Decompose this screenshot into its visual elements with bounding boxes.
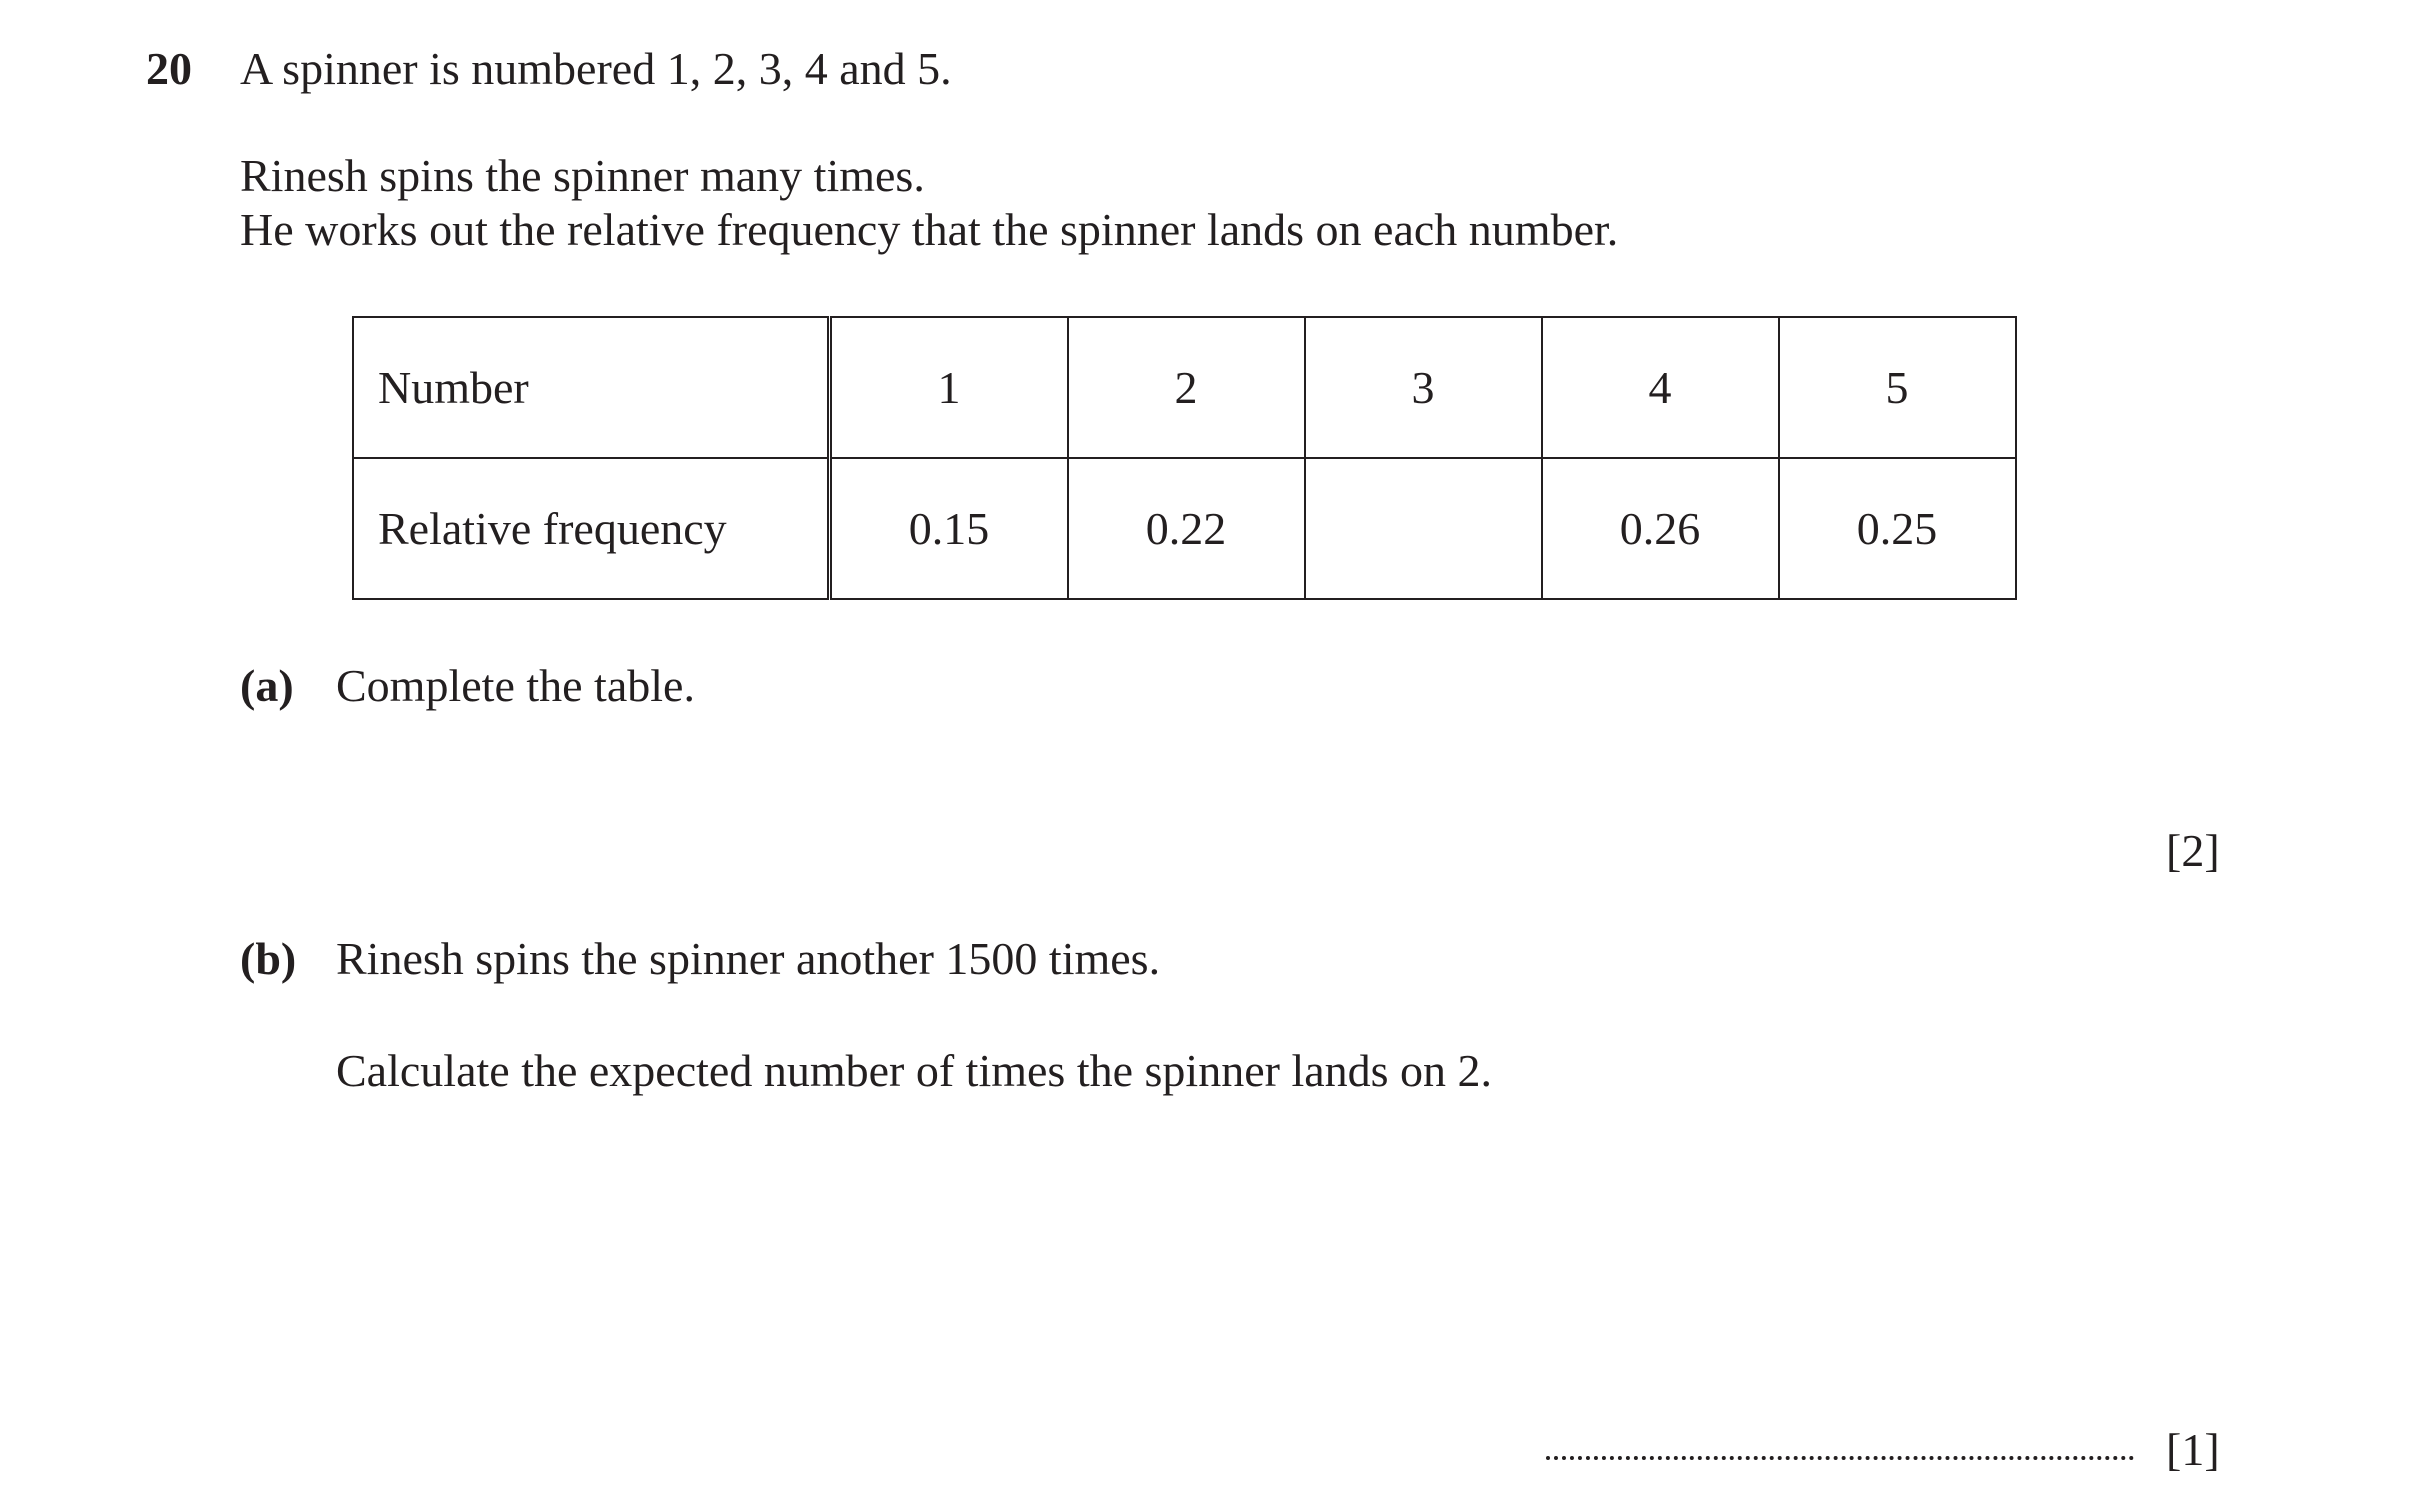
- number-cell: 4: [1542, 317, 1779, 458]
- question-line-2: Rinesh spins the spinner many times.: [240, 150, 925, 201]
- question-line-3: He works out the relative frequency that the spinner lands on each number.: [240, 204, 1619, 255]
- number-cell: 5: [1779, 317, 2016, 458]
- table-row-number: [353, 317, 2016, 458]
- row-header-number: Number: [353, 317, 829, 458]
- number-cell: 2: [1068, 317, 1305, 458]
- frequency-cell: 0.25: [1779, 458, 2016, 599]
- part-b-text: Rinesh spins the spinner another 1500 times.: [336, 933, 1161, 984]
- row-header-relative-frequency: Relative frequency: [353, 458, 829, 599]
- answer-line[interactable]: [1546, 1456, 2134, 1460]
- frequency-cell-blank[interactable]: [1305, 458, 1542, 599]
- part-a-text: Complete the table.: [336, 660, 695, 711]
- question-intro: A spinner is numbered 1, 2, 3, 4 and 5.: [240, 43, 952, 94]
- part-b-instruction: Calculate the expected number of times the spinner lands on 2.: [336, 1045, 1493, 1096]
- part-b-label: (b): [240, 933, 297, 984]
- number-cell: 3: [1305, 317, 1542, 458]
- number-cell: 1: [829, 317, 1068, 458]
- frequency-cell: 0.15: [829, 458, 1068, 599]
- question-number: 20: [146, 43, 192, 94]
- frequency-cell: 0.22: [1068, 458, 1305, 599]
- part-a-label: (a): [240, 660, 294, 711]
- part-a-marks: [2]: [2166, 825, 2220, 876]
- relative-frequency-table: [352, 316, 2017, 600]
- part-b-marks: [1]: [2166, 1424, 2220, 1475]
- frequency-cell: 0.26: [1542, 458, 1779, 599]
- table-row-frequency: [353, 458, 2016, 599]
